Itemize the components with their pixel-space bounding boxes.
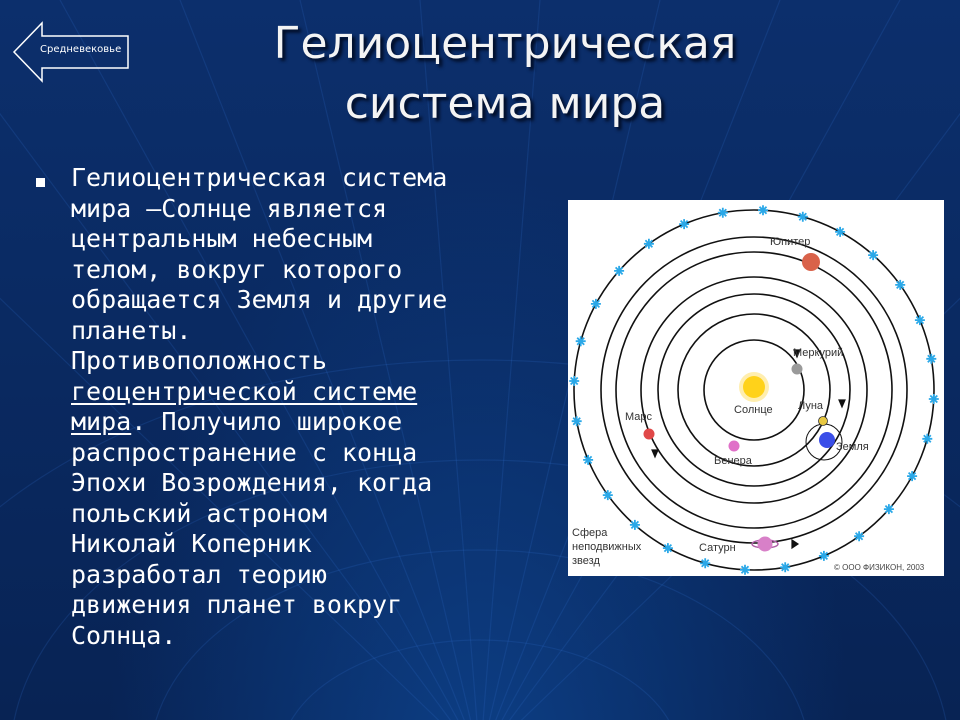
sphere-label-line-1: Сфера [572, 527, 608, 539]
earth-label: Земля [836, 441, 869, 453]
star-icon [740, 565, 750, 575]
star-icon [819, 551, 829, 561]
star-icon [922, 434, 932, 444]
star-icon [907, 471, 917, 481]
solar-system-figure [568, 200, 944, 576]
star-icon [798, 212, 808, 222]
copyright-label: © ООО ФИЗИКОН, 2003 [834, 563, 925, 572]
star-icon [854, 531, 864, 541]
sun-label: Солнце [734, 404, 773, 416]
star-icon [915, 315, 925, 325]
back-nav-label: Средневековье [40, 44, 122, 55]
back-nav-button[interactable] [12, 20, 132, 84]
star-icon [572, 416, 582, 426]
mercury-planet [792, 364, 803, 375]
sphere-of-fixed-stars-label [572, 526, 641, 568]
star-icon [700, 558, 710, 568]
geocentric-system-link-continued[interactable]: мира [71, 407, 132, 436]
star-icon [603, 490, 613, 500]
mercury-label: Меркурий [793, 347, 844, 359]
star-icon [576, 336, 586, 346]
bullet-square-icon [36, 178, 45, 187]
star-icon [569, 376, 579, 386]
moon [819, 417, 828, 426]
star-icon [835, 227, 845, 237]
jupiter-planet [802, 253, 820, 271]
mars-label: Марс [625, 411, 653, 423]
heliocentric-diagram [568, 200, 944, 576]
slide-title [180, 14, 830, 134]
text-line: движения планет вокруг [71, 590, 403, 619]
star-icon [780, 562, 790, 572]
text-line [71, 407, 550, 438]
arrow-icon [839, 400, 845, 407]
star-icon [929, 394, 939, 404]
text-line: планеты. [71, 315, 192, 345]
sphere-label-line-2: неподвижных [572, 541, 642, 553]
geocentric-system-link[interactable]: геоцентрической системе [71, 376, 418, 406]
text-line: польский астроном [71, 498, 327, 528]
text-line: Противоположность [71, 346, 327, 375]
venus-planet [729, 441, 740, 452]
star-icon [583, 455, 593, 465]
arrow-icon [652, 450, 658, 457]
saturn-planet [752, 537, 778, 552]
slide-title-line-1: Гелиоцентрическая [273, 18, 737, 69]
star-icon [679, 219, 689, 229]
star-icon [644, 239, 654, 249]
mars-planet [644, 429, 655, 440]
text-line: распространение с конца [71, 437, 418, 467]
star-icon [718, 208, 728, 218]
star-icon [663, 543, 673, 553]
venus-label: Венера [714, 455, 752, 467]
text-line: Николай Коперник [71, 529, 312, 558]
bullet-item [30, 163, 550, 651]
text-line: мира —Солнце является [71, 193, 388, 223]
text-line [71, 377, 550, 408]
star-icon [758, 205, 768, 215]
text-line: обращается Земля и другие [71, 285, 448, 314]
text-after-link: . Получило широкое [131, 407, 403, 436]
bullet-text [71, 163, 550, 651]
earth-planet [819, 432, 835, 448]
text-line: телом, вокруг которого [71, 254, 403, 284]
saturn-label: Сатурн [699, 542, 736, 554]
text-line: Солнца. [71, 620, 177, 650]
star-icon [591, 299, 601, 309]
jupiter-label: Юпитер [770, 236, 811, 248]
text-line: разработал теорию [71, 559, 327, 589]
sun [739, 372, 769, 402]
text-line: Гелиоцентрическая система [71, 163, 448, 192]
star-icon [926, 354, 936, 364]
sphere-label-line-3: звезд [572, 555, 600, 567]
moon-label: Луна [798, 400, 824, 412]
arrow-icon [792, 540, 798, 548]
text-line: центральным небесным [71, 224, 373, 253]
text-line: Эпохи Возрождения, когда [71, 468, 433, 497]
slide-title-line-2: система мира [344, 78, 666, 129]
